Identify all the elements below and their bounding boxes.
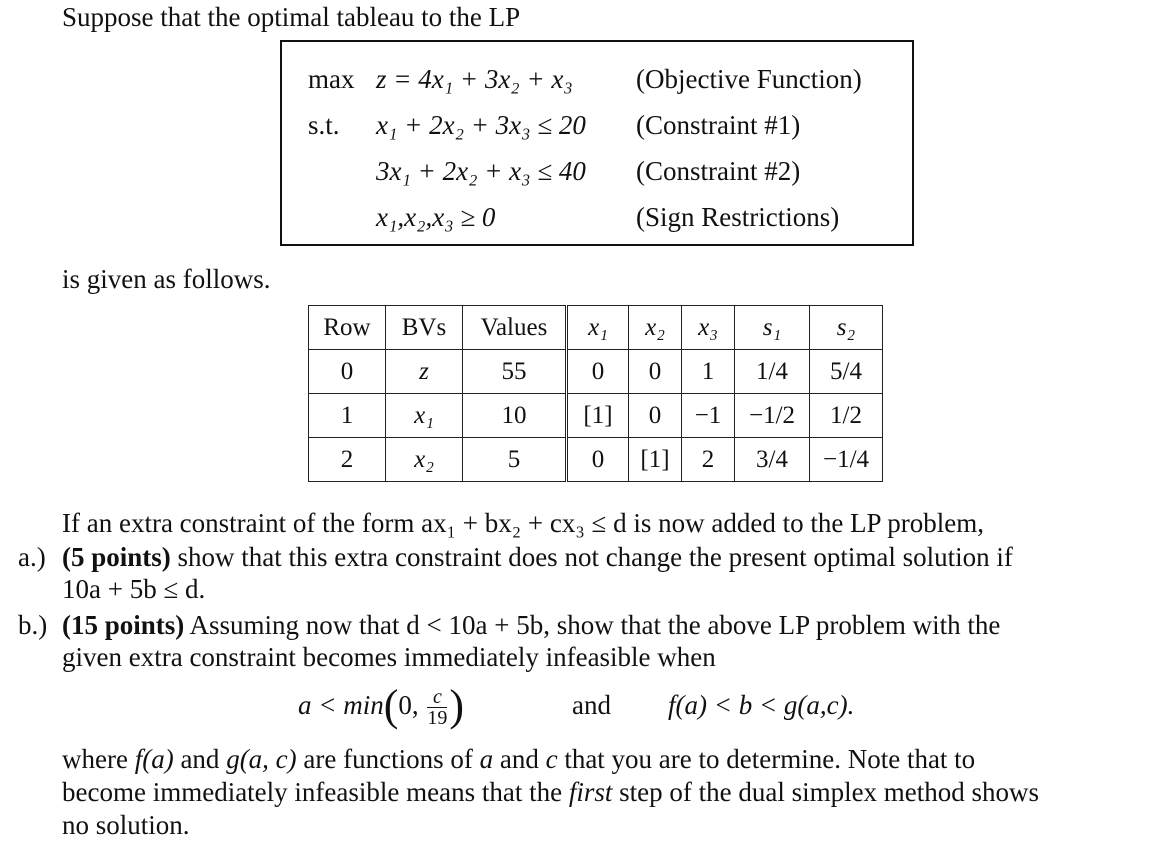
intro-line-1: Suppose that the optimal tableau to the LP — [62, 2, 521, 32]
part-a-points: (5 points) — [62, 542, 171, 572]
header-s1: s₁ — [735, 306, 810, 350]
cell-s2: −1/4 — [810, 438, 883, 482]
table-row — [309, 438, 883, 482]
sign-restriction-note: (Sign Restrictions) — [636, 202, 840, 232]
header-x1: x₁ — [567, 306, 629, 350]
part-b-points: (15 points) — [62, 610, 185, 640]
objective-expression: z = 4x₁ + 3x₂ + x₃ — [376, 64, 573, 94]
cell-x2: 0 — [629, 394, 682, 438]
tableau-header-row — [309, 306, 883, 350]
part-b-text-1: Assuming now that d < 10a + 5b, show that the above LP problem with the — [184, 610, 1001, 640]
cell-row: 0 — [309, 350, 386, 394]
st-label: s.t. — [308, 110, 340, 140]
header-row: Row — [309, 306, 386, 350]
header-bvs: BVs — [386, 306, 463, 350]
constraint-2-note: (Constraint #2) — [636, 156, 801, 186]
condition-min: a < min(0, $\frac{c}{19}$ ) — [298, 681, 465, 730]
cell-x3: 2 — [682, 438, 735, 482]
part-b-line-1 — [62, 610, 1000, 641]
condition-left: a < min — [298, 690, 384, 720]
header-x2: x₂ — [629, 306, 682, 350]
part-a-line-1 — [62, 542, 1013, 573]
cell-row: 1 — [309, 394, 386, 438]
header-s2: s₂ — [810, 306, 883, 350]
sign-restriction-expression: x₁,x₂,x₃ ≥ 0 — [376, 202, 496, 232]
cell-bv: z — [386, 350, 463, 394]
condition-right: f(a) < b < g(a,c). — [668, 690, 855, 720]
cell-x3: 1 — [682, 350, 735, 394]
cell-s2: 1/2 — [810, 394, 883, 438]
part-a-text-1: show that this extra constraint does not change the present optimal solution if — [170, 542, 1013, 572]
cell-s2: 5/4 — [810, 350, 883, 394]
condition-zero: 0, — [398, 690, 419, 720]
intro-line-2: is given as follows. — [62, 264, 271, 294]
cell-x3: −1 — [682, 394, 735, 438]
cell-bv: x₂ — [386, 438, 463, 482]
cell-row: 2 — [309, 438, 386, 482]
header-values: Values — [463, 306, 567, 350]
max-label: max — [308, 64, 355, 94]
cell-x1: 0 — [567, 350, 629, 394]
cell-value: 55 — [463, 350, 567, 394]
where-line-1: where f(a) and g(a, c) are functions of a and c that you are to determine. Note that to — [62, 744, 976, 774]
objective-note: (Objective Function) — [636, 64, 862, 94]
part-a-line-2: 10a + 5b ≤ d. — [62, 574, 206, 604]
cell-value: 5 — [463, 438, 567, 482]
question-intro: If an extra constraint of the form ax₁ + bx₂ + cx₃ ≤ d is now added to the LP problem, — [62, 508, 985, 538]
condition-and: and — [572, 690, 611, 720]
table-row — [309, 394, 883, 438]
cell-x2: 0 — [629, 350, 682, 394]
cell-value: 10 — [463, 394, 567, 438]
table-row — [309, 350, 883, 394]
cell-x2: [1] — [629, 438, 682, 482]
part-b-label: b.) — [18, 610, 48, 640]
constraint-1-expression: x₁ + 2x₂ + 3x₃ ≤ 20 — [376, 110, 586, 140]
part-a-label: a.) — [18, 542, 46, 572]
cell-x1: [1] — [567, 394, 629, 438]
where-line-3: no solution. — [62, 810, 190, 840]
cell-s1: 1/4 — [735, 350, 810, 394]
lp-formulation-box — [280, 40, 914, 246]
part-b-line-2: given extra constraint becomes immediately infeasible when — [62, 642, 716, 672]
c-over-19-fraction: $\frac{c}{19}$ — [427, 686, 448, 730]
constraint-2-expression: 3x₁ + 2x₂ + x₃ ≤ 40 — [376, 156, 586, 186]
cell-s1: 3/4 — [735, 438, 810, 482]
header-x3: x₃ — [682, 306, 735, 350]
constraint-1-note: (Constraint #1) — [636, 110, 801, 140]
cell-x1: 0 — [567, 438, 629, 482]
optimal-tableau — [308, 305, 883, 482]
cell-s1: −1/2 — [735, 394, 810, 438]
cell-bv: x₁ — [386, 394, 463, 438]
where-line-2: become immediately infeasible means that the first step of the dual simplex method shows — [62, 777, 1040, 807]
